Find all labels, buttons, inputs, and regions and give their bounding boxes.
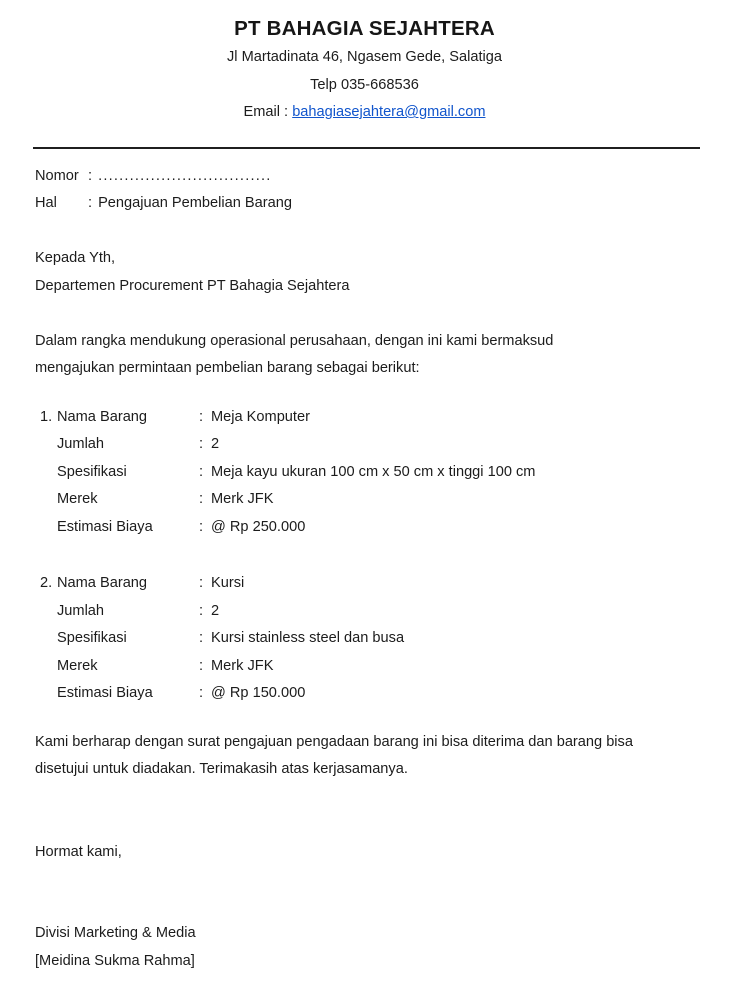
item-row-separator: : [199,491,204,507]
item-row-value: Merk JFK [211,657,274,674]
letterhead [35,16,694,127]
item-row-value: Meja Komputer [211,408,310,425]
item-2 [35,570,694,708]
hal-line [35,190,694,218]
item-number: 2. [40,575,53,591]
item-row-label: Estimasi Biaya [57,685,153,701]
item-row [40,625,694,653]
item-row [40,653,694,681]
item-row-value: Merk JFK [211,491,274,507]
item-row-value: @ Rp 250.000 [211,518,306,535]
item-row-separator: : [199,657,204,674]
opening-line-1: Dalam rangka mendukung operasional perusahaan, dengan ini kami bermaksud [35,332,554,349]
recipient-department: Departemen Procurement PT Bahagia Sejahtera [35,277,350,294]
item-row [40,598,694,626]
letterhead-divider [33,147,700,149]
recipient-salutation: Kepada Yth, [35,250,116,266]
item-row-value: Kursi [211,575,245,591]
item-number [40,598,57,626]
company-email-line [35,99,694,127]
item-row-label: Jumlah [57,436,105,452]
recipient-block [35,245,694,300]
item-number [40,653,57,681]
item-1 [35,404,694,542]
nomor-line [35,163,694,191]
item-row-label: Merek [57,657,98,674]
closing-line-2: disetujui untuk diadakan. Terimakasih atas kerjasamanya. [35,761,408,777]
item-number [40,459,57,487]
item-row-value: 2 [211,436,220,452]
closing-line-1: Kami berharap dengan surat pengajuan pengadaan barang ini bisa diterima dan barang bisa [35,733,633,750]
item-row [40,570,694,598]
item-row [40,404,694,432]
opening-paragraph [35,328,694,383]
item-row-separator: : [199,436,204,452]
company-address: Jl Martadinata 46, Ngasem Gede, Salatiga [226,49,502,65]
item-row-label: Nama Barang [57,575,148,591]
item-row-separator: : [199,602,204,619]
item-row-label: Estimasi Biaya [57,518,153,535]
hal-separator: : [88,195,93,211]
signature-division: Divisi Marketing & Media [35,925,196,941]
item-row-separator: : [199,518,204,535]
item-row-label: Spesifikasi [57,630,127,646]
item-row-value: Kursi stainless steel dan busa [211,630,405,646]
closing-paragraph [35,729,694,784]
item-number [40,486,57,514]
item-row-separator: : [199,408,204,425]
item-number [40,680,57,708]
item-row-label: Spesifikasi [57,463,127,480]
item-row-label: Jumlah [57,602,105,619]
item-row-label: Nama Barang [57,408,148,425]
item-row-separator: : [199,463,204,480]
item-number: 1. [40,408,53,425]
item-row [40,459,694,487]
signature-name: [Meidina Sukma Rahma] [35,952,195,969]
email-label: Email : [243,104,289,120]
nomor-label: Nomor [35,167,79,184]
nomor-value: ................................. [98,167,272,184]
item-row [40,431,694,459]
item-row-value: Meja kayu ukuran 100 cm x 50 cm x tinggi 100 cm [211,463,536,480]
item-row-value: 2 [211,602,220,619]
item-row-value: @ Rp 150.000 [211,685,306,701]
signature-salutation: Hormat kami, [35,843,122,860]
item-row [40,486,694,514]
nomor-separator: : [88,167,93,184]
item-number [40,625,57,653]
item-row-separator: : [199,575,204,591]
item-row-label: Merek [57,491,98,507]
letter-meta [35,163,694,218]
item-number [40,514,57,542]
item-row-separator: : [199,685,204,701]
opening-line-2: mengajukan permintaan pembelian barang sebagai berikut: [35,360,420,376]
hal-value: Pengajuan Pembelian Barang [98,195,292,211]
item-row [40,514,694,542]
company-phone: Telp 035-668536 [310,76,419,93]
signature-block [35,920,694,975]
item-row-separator: : [199,630,204,646]
hal-label: Hal [35,195,57,211]
company-name: PT BAHAGIA SEJAHTERA [234,17,495,40]
item-row [40,680,694,708]
item-number [40,431,57,459]
company-email-link[interactable]: bahagiasejahtera@gmail.com [292,104,486,120]
